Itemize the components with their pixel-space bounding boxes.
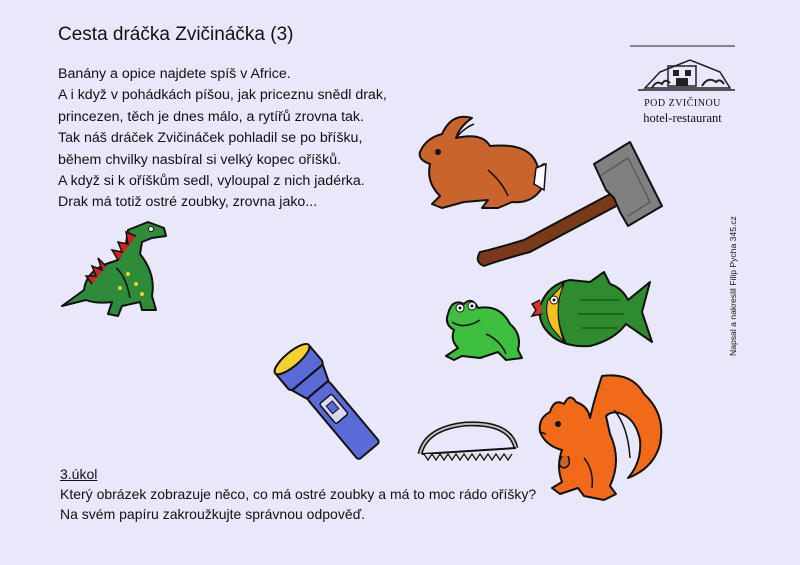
page-title: Cesta dráčka Zvičináčka (3) [58,24,294,45]
saw-picture [416,420,521,466]
flashlight-picture [262,334,394,470]
poem-line: Tak náš dráček Zvičináček pohladil se po bříšku, [58,130,363,147]
poem [58,64,387,214]
poem-line: A když si k oříškům sedl, vyloupal z nich jadérka. [58,173,365,190]
poem-line: Banány a opice najdete spíš v Africe. [58,66,291,82]
hotel-building-icon [620,36,745,96]
task [60,464,536,524]
frog-picture [440,294,524,364]
task-instruction: Na svém papíru zakroužkujte správnou odpověď. [60,506,366,522]
task-question: Který obrázek zobrazuje něco, co má ostré zoubky a má to moc rádo oříšky? [60,486,537,502]
task-title: 3.úkol [60,466,98,482]
poem-line: princezen, těch je dnes málo, a rytířů zrovna tak. [58,108,364,125]
poem-line: během chvilky nasbíral si velký kopec oříšků. [58,151,342,168]
poem-line: Drak má totiž ostré zoubky, zrovna jako... [58,194,318,211]
hotel-logo [620,36,745,126]
fish-picture [530,270,655,350]
axe-picture [470,140,665,272]
logo-name: POD ZVIČINOU [644,98,721,109]
logo-subtitle: hotel-restaurant [643,111,722,125]
squirrel-picture [532,370,667,505]
poem-line: A i když v pohádkách píšou, jak priceznu snědl drak, [58,87,387,104]
author-credit: Napsal a nakreslil Filip Pycha 345.cz [728,216,738,356]
dragon-picture [56,214,171,324]
